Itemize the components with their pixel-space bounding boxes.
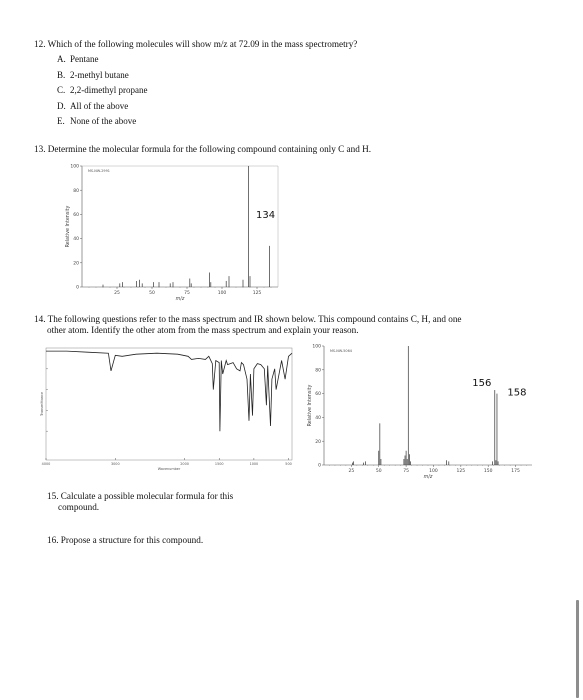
x-tick-label: 100 [217, 291, 227, 296]
y-tick-label: 80 [315, 368, 321, 374]
option-text: None of the above [70, 116, 137, 126]
ir-spectrum [38, 340, 300, 472]
y-tick-label: 40 [315, 416, 321, 421]
peak-label-134: 134 [256, 209, 276, 221]
y-tick-label: 60 [73, 213, 79, 218]
x-tick-label: 50 [149, 291, 155, 296]
mass-spectrum-2 [304, 340, 540, 485]
option-text: All of the above [70, 100, 129, 111]
x-axis-label: m/z [423, 475, 433, 480]
ir-spectrum-line [46, 351, 292, 431]
peak-label-156: 156 [472, 378, 492, 390]
x-tick-label: 100 [429, 469, 438, 474]
x-tick-label: 150 [483, 469, 493, 474]
y-tick-label: 0 [318, 463, 321, 469]
option-a [57, 54, 99, 65]
ir-tick-label: 500 [285, 462, 292, 466]
ir-tick-label: 1000 [249, 462, 259, 466]
x-tick-label: 175 [511, 469, 520, 474]
x-tick-label: 50 [375, 469, 382, 474]
x-axis-label: m/z [175, 297, 185, 302]
ir-frame [46, 348, 292, 460]
x-tick-label: 75 [184, 291, 190, 296]
question-14-line-2: other atom. Identify the other atom from the mass spectrum and explain your reason. [47, 325, 359, 335]
option-text: Pentane [70, 54, 99, 64]
y-axis-label: Relative Intensity [66, 205, 71, 248]
y-tick-label: 60 [315, 392, 321, 398]
question-15-line-2: compound. [58, 502, 100, 512]
option-c [57, 85, 147, 96]
option-letter: A. [57, 54, 66, 64]
option-letter: C. [57, 85, 66, 95]
option-d [57, 101, 128, 112]
y-tick-label: 20 [315, 439, 321, 445]
question-15-line-1: 15. Calculate a possible molecular formula for this [47, 491, 234, 501]
option-b [57, 70, 129, 81]
question-16: 16. Propose a structure for this compound. [47, 535, 204, 545]
ir-tick-label: 2000 [180, 462, 189, 466]
question-14-line-1: 14. The following questions refer to the mass spectrum and IR shown below. This compound contains C, H, and one [34, 314, 462, 324]
scrollbar[interactable] [576, 600, 579, 698]
spectrum-legend: MS-NW-2991 [88, 169, 110, 173]
ir-tick-label: 3000 [110, 462, 120, 466]
mass-spectrum-1 [56, 160, 286, 310]
ir-x-axis-label: Wavenumber [157, 467, 181, 471]
x-tick-label: 125 [456, 469, 466, 474]
option-text: 2-methyl butane [70, 69, 129, 80]
y-tick-label: 100 [70, 164, 79, 170]
ir-tick-label: 4000 [41, 462, 51, 466]
x-tick-label: 125 [252, 291, 262, 296]
x-tick-label: 25 [348, 469, 355, 474]
peak-label-158: 158 [507, 387, 527, 399]
y-tick-label: 80 [73, 188, 79, 194]
y-axis-label: Relative Intensity [308, 384, 313, 427]
option-letter: B. [57, 69, 66, 80]
x-tick-label: 25 [114, 291, 120, 296]
option-e [57, 116, 136, 127]
option-text: 2,2-dimethyl propane [70, 85, 148, 95]
option-letter: D. [57, 100, 66, 111]
y-tick-label: 20 [73, 261, 79, 267]
y-tick-label: 0 [76, 285, 79, 291]
question-13: 13. Determine the molecular formula for the following compound containing only C and H. [34, 144, 372, 154]
y-tick-label: 40 [73, 237, 79, 243]
x-tick-label: 75 [403, 469, 409, 474]
spectrum-legend: MS-NW-5064 [330, 349, 352, 353]
y-tick-label: 100 [312, 344, 321, 350]
question-12: 12. Which of the following molecules will show m/z at 72.09 in the mass spectrometry? [34, 39, 358, 49]
ir-tick-label: 1500 [214, 462, 224, 466]
ir-y-axis-label: Transmittance [40, 391, 44, 417]
option-letter: E. [57, 116, 65, 126]
